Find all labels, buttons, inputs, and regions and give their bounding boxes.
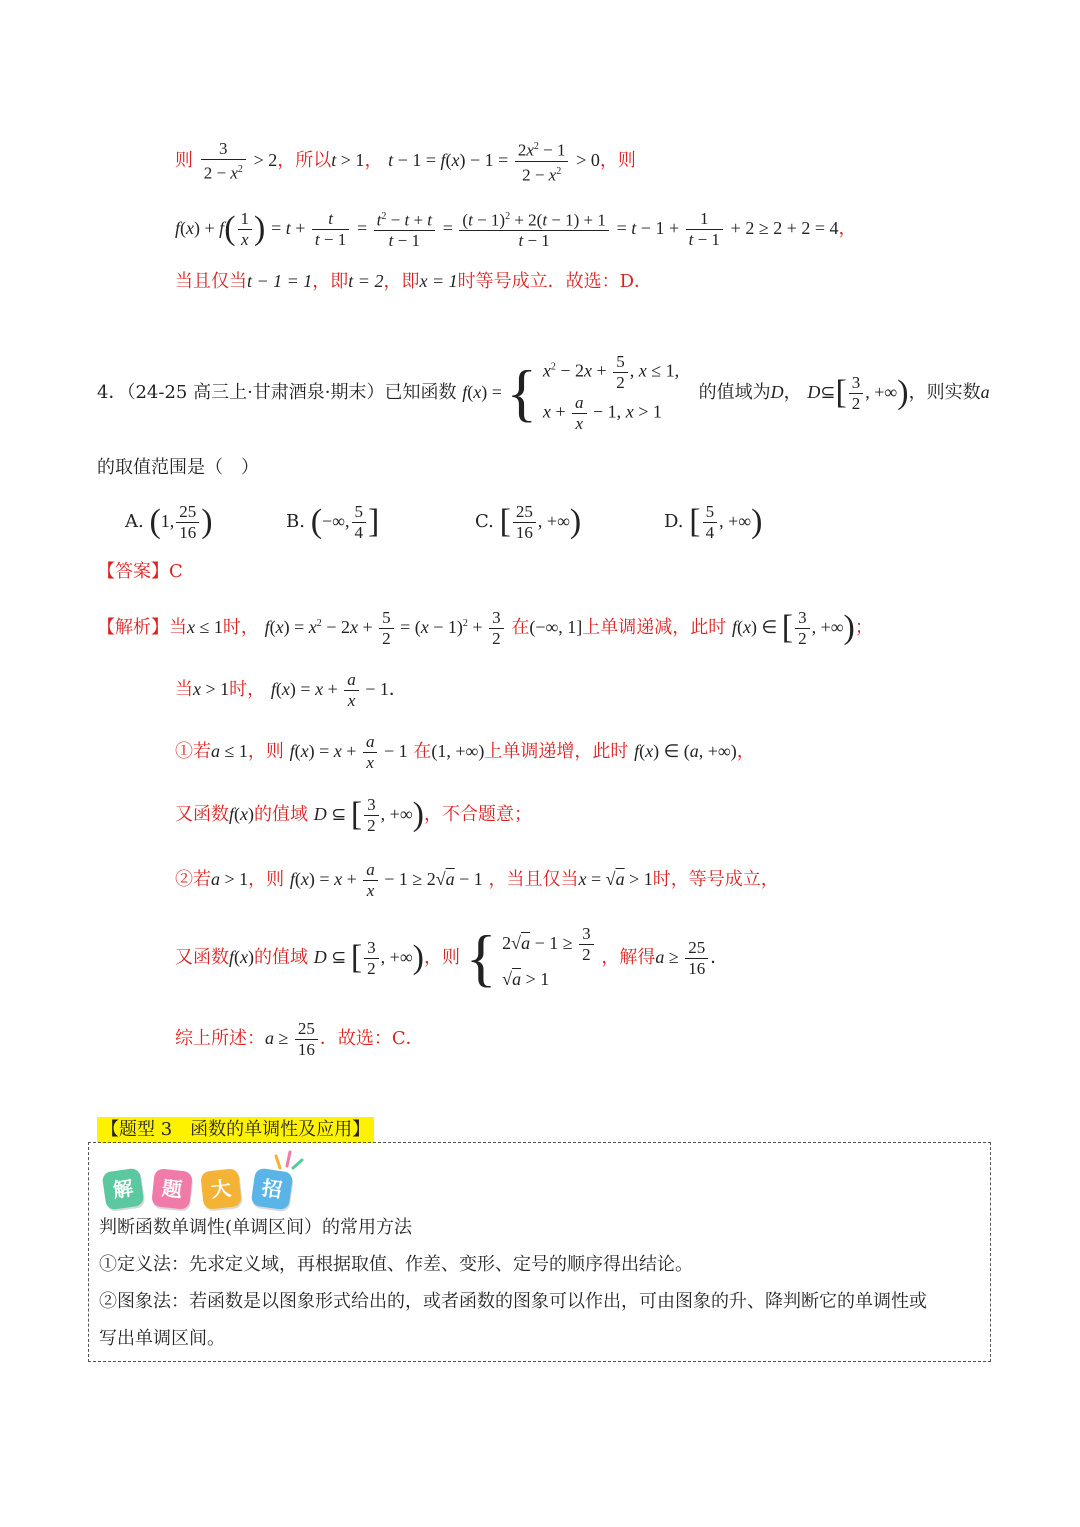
solution3-line3: 当且仅当t − 1 = 1，即t = 2，即x = 1时等号成立．故选：D．	[175, 271, 653, 292]
answer-tag: 【答案】	[97, 561, 169, 582]
analysis-summary: 综上所述：a ≥ $\frac{25}{16}$ ．故选：C．	[175, 1018, 424, 1059]
question-source: （24-25 高三上·甘肃酒泉·期末）	[126, 382, 385, 403]
analysis-case2: ②若a > 1，则 f(x) = x + $\frac{a}{x}$ − 1 ≥ 2√a − 1 ，当且仅当x = √a > 1时，等号成立，	[175, 859, 779, 900]
badge-ti: 题	[151, 1168, 193, 1210]
solution3-line1: 则 $\frac{3}{2 - x^2}$ > 2，所以t > 1， t − 1 = f(x) − 1 = $\frac{2x^2 - 1}{2 - x^2}$ > 0，则	[175, 138, 636, 185]
tips-line-1: 判断函数单调性(单调区间）的常用方法	[99, 1217, 413, 1238]
option-b[interactable]: B. (−∞, $\frac{5}{4}$ ]	[286, 501, 380, 542]
option-a[interactable]: A. (1, $\frac{25}{16}$ )	[125, 501, 213, 542]
question-number: 4．	[97, 382, 127, 403]
badge-zhao: 招	[251, 1168, 294, 1211]
analysis-line1: 【解析】当x ≤ 1时， $f(x) = x^2 - 2x$ + $\frac{5}{2}$ = $(x - 1)^2$ + $\frac{3}{2}$ 在(−∞, 1]上单调递减，此时 f(x) ∈ [ $\frac{3}{2}$ , +∞)；	[97, 607, 873, 648]
fraction: $\frac{2x^2 - 1}{2 - x^2}$	[515, 137, 569, 185]
analysis-range2: 又函数f(x)的值域 D ⊆ [ $\frac{3}{2}$ , +∞)，则 { 2√a − 1 ≥ $\frac{3}{2}$ √a > 1 ，解得a ≥ $\frac{25}{16}$ ．	[175, 922, 729, 993]
option-c[interactable]: C. [ $\frac{25}{16}$ , +∞)	[475, 501, 582, 542]
text-ze2: ，则	[599, 150, 636, 171]
text-suoyi: ，所以	[277, 150, 332, 171]
sparkle-icon	[274, 1148, 304, 1170]
analysis-line2: 当x > 1时， f(x) = x + $\frac{a}{x}$ − 1．	[175, 669, 407, 710]
question-4-stem-end: 的取值范围是（ ）	[97, 457, 259, 478]
badge-da: 大	[200, 1168, 242, 1210]
solution3-line2: f(x) + f( $\frac{1}{x}$ ) = t + $\frac{t}{t - 1}$ = $\frac{t^2 - t + t}{t - 1}$ = $\frac{(t - 1)^2 + 2(t - 1) + 1}{t - 1}$ = t − 1 + $\frac{1}{t - 1}$ + 2 ≥ 2 + 2 = 4，	[175, 208, 857, 251]
text-ze: 则	[175, 150, 193, 171]
fraction: $\frac{3}{2 - x^2}$	[201, 139, 246, 184]
question-4-stem: 4．（24-25 高三上·甘肃酒泉·期末）已知函数 f(x) = { $x^2 - 2x$ + $\frac{5}{2}$ , x ≤ 1, x + $\frac{a}{x}$ − 1, x > 1 的值域为D， D⊆[ $\frac{3}{2}$ , +∞)，则实数a	[97, 352, 990, 433]
answer-value: C	[169, 561, 183, 582]
tips-line-4: 写出单调区间。	[99, 1328, 225, 1349]
section-title: 【题型 3 函数的单调性及应用】	[97, 1117, 374, 1143]
analysis-case1: ①若a ≤ 1，则 f(x) = x + $\frac{a}{x}$ − 1 在(1, +∞)上单调递增，此时 f(x) ∈ (a, +∞)，	[175, 731, 755, 772]
inequality-system: 2√a − 1 ≥ $\frac{3}{2}$ √a > 1	[502, 923, 595, 993]
tips-line-3: ②图象法：若函数是以图象形式给出的，或者函数的图象可以作出，可由图象的升、降判断它的单调性或	[99, 1291, 927, 1312]
answer-line	[97, 560, 183, 584]
piecewise-system: $x^2 - 2x$ + $\frac{5}{2}$ , x ≤ 1, x + $\frac{a}{x}$ − 1, x > 1	[542, 352, 680, 433]
tips-line-2: ①定义法：先求定义域，再根据取值、作差、变形、定号的顺序得出结论。	[99, 1254, 693, 1275]
option-d[interactable]: D. [ $\frac{5}{4}$ , +∞)	[664, 501, 763, 542]
badge-jie: 解	[102, 1168, 145, 1211]
analysis-range1: 又函数f(x)的值域 D ⊆ [ $\frac{3}{2}$ , +∞)，不合题意；	[175, 794, 532, 835]
